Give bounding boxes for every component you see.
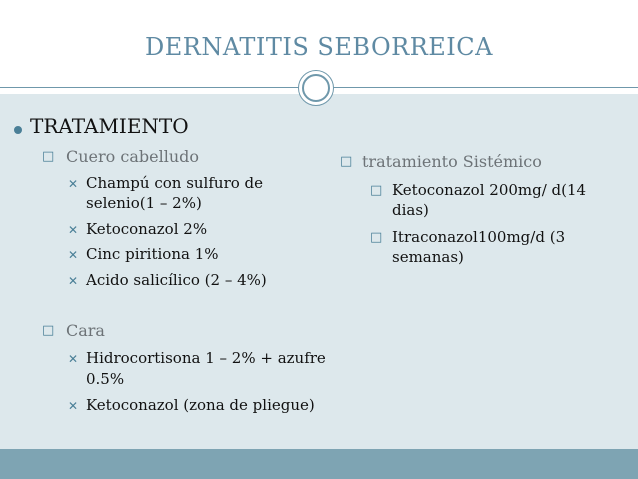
cross-bullet-icon: ✕ xyxy=(68,248,79,262)
systemic-item-1-line1: Ketoconazol 200mg/ d(14 xyxy=(392,181,587,199)
face-label: Cara xyxy=(66,321,105,340)
hollow-square-bullet-icon: □ xyxy=(42,149,55,164)
scalp-item-3: Cinc piritiona 1% xyxy=(86,245,219,263)
systemic-item-2-line2: semanas) xyxy=(392,248,464,266)
cross-bullet-icon: ✕ xyxy=(68,177,79,191)
hollow-square-bullet-icon: □ xyxy=(370,183,383,198)
cross-bullet-icon: ✕ xyxy=(68,352,79,366)
hollow-square-bullet-icon: □ xyxy=(340,154,353,169)
face-item-1-line2: 0.5% xyxy=(86,370,125,388)
cross-bullet-icon: ✕ xyxy=(68,399,79,413)
double-circle-ornament-icon xyxy=(298,70,334,106)
scalp-label: Cuero cabelludo xyxy=(66,147,200,166)
scalp-item-1-line2: selenio(1 – 2%) xyxy=(86,194,202,212)
footer-bar xyxy=(0,449,638,479)
hollow-square-bullet-icon: □ xyxy=(370,230,383,245)
hollow-square-bullet-icon: □ xyxy=(42,323,55,338)
cross-bullet-icon: ✕ xyxy=(68,223,79,237)
main-heading: TRATAMIENTO xyxy=(30,114,189,138)
systemic-item-2-line1: Itraconazol100mg/d (3 xyxy=(392,228,566,246)
content-panel xyxy=(0,94,638,449)
face-item-2: Ketoconazol (zona de pliegue) xyxy=(86,396,315,414)
cross-bullet-icon: ✕ xyxy=(68,274,79,288)
scalp-item-1-line1: Champú con sulfuro de xyxy=(86,174,264,192)
slide-title: DERNATITIS SEBORREICA xyxy=(145,33,493,61)
filled-circle-bullet-icon xyxy=(14,126,22,134)
systemic-label: tratamiento Sistémico xyxy=(362,152,542,171)
systemic-item-1-line2: dias) xyxy=(392,201,429,219)
scalp-item-2: Ketoconazol 2% xyxy=(86,220,208,238)
scalp-item-4: Acido salicílico (2 – 4%) xyxy=(86,271,267,289)
inner-circle xyxy=(302,74,330,102)
face-item-1-line1: Hidrocortisona 1 – 2% + azufre xyxy=(86,349,326,367)
